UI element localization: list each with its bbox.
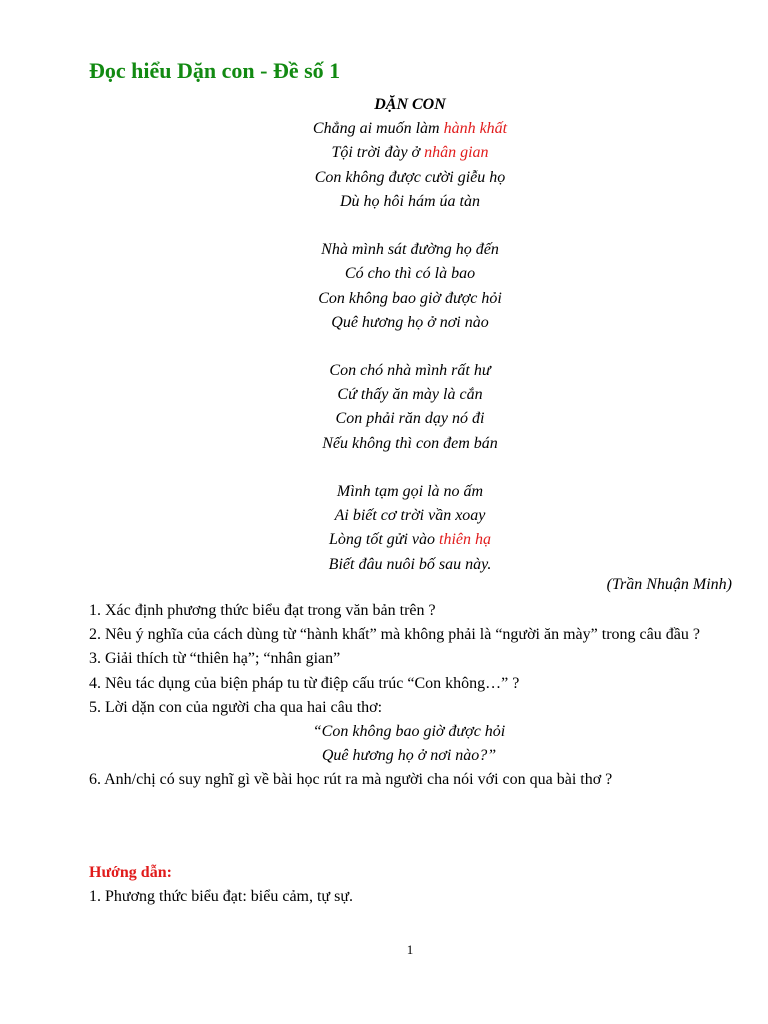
poem-line: Con chó nhà mình rất hư [329,362,491,380]
guide-heading: Hướng dẫn: [89,864,172,881]
poem-line [0,141,768,165]
poem-author: (Trần Nhuận Minh) [606,576,732,593]
poem-line: Quê hương họ ở nơi nào [331,313,489,331]
stanza-gap [0,335,768,359]
poem-line: Cứ thấy ăn mày là cắn [337,386,483,404]
question-1: 1. Xác định phương thức biểu đạt trong văn bản trên ? [89,602,436,619]
poem-line: Nhà mình sát đường họ đến [321,241,499,259]
poem-heading: DẶN CON [374,96,446,113]
stanza-gap [0,456,768,480]
poem-line [0,528,768,552]
poem-text: Tội trời đày ở [331,144,425,162]
poem-line: Mình tạm gọi là no ấm [336,483,484,500]
poem-line: Nếu không thì con đem bán [322,434,498,452]
page-title: Đọc hiểu Dặn con - Đề số 1 [89,58,341,83]
page-number: 1 [406,942,414,957]
poem-line: Con không được cười giễu họ [314,168,506,186]
question-5: 5. Lời dặn con của người cha qua hai câu thơ: [89,698,383,716]
question-4: 4. Nêu tác dụng của biện pháp tu từ điệp cấu trúc “Con không…” ? [89,674,520,692]
poem-line: Có cho thì có là bao [344,265,476,283]
poem-line: Con không bao giờ được hỏi [318,289,502,307]
question-list [89,599,709,793]
poem-line: Ai biết cơ trời vần xoay [334,507,486,525]
question-5-quote-line-1: “Con không bao giờ được hỏi [312,723,506,741]
poem [0,93,768,577]
poem-line [0,117,768,141]
poem-text: Lòng tốt gửi vào [328,531,440,549]
poem-line: Biết đâu nuôi bố sau này. [328,555,492,573]
stanza-gap [0,214,768,238]
question-2: 2. Nêu ý nghĩa của cách dùng từ “hành khất” mà không phải là “người ăn mày” trong câu đầu ? [89,626,700,644]
poem-text: Chẳng ai muốn làm [312,120,444,138]
question-5-quote-line-2: Quê hương họ ở nơi nào?” [321,747,497,765]
poem-line: Dù họ hôi hám úa tàn [340,192,480,210]
highlighted-word: hành khất [443,120,508,138]
question-6: 6. Anh/chị có suy nghĩ gì về bài học rút ra mà người cha nói với con qua bài thơ ? [89,771,613,789]
question-3: 3. Giải thích từ “thiên hạ”; “nhân gian” [89,650,341,668]
highlighted-word: nhân gian [424,144,489,162]
highlighted-word: thiên hạ [439,531,492,549]
poem-line: Con phải răn dạy nó đi [335,410,485,428]
answer-1: 1. Phương thức biểu đạt: biểu cảm, tự sự. [89,888,353,905]
